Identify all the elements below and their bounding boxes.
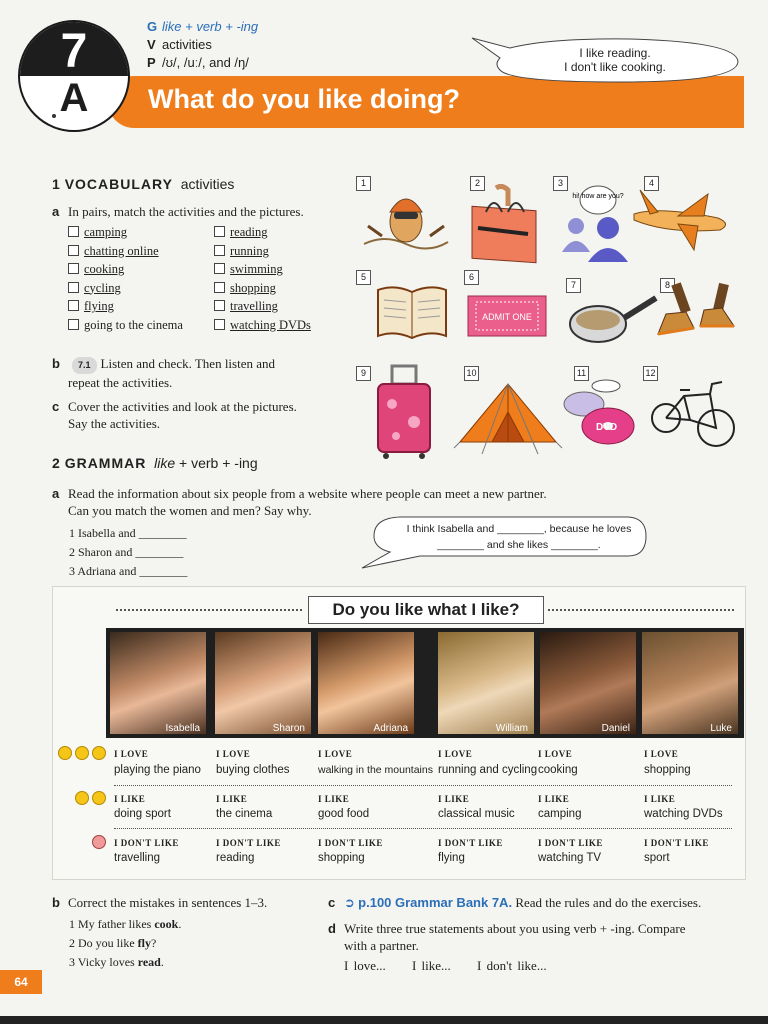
smiley-icon	[75, 746, 89, 760]
sad-face-icon	[92, 835, 106, 849]
picture-number: 5	[356, 270, 371, 285]
exercise-1b: b 7.1 Listen and check. Then listen and repeat the activities.	[52, 356, 275, 390]
exercise-1c: c Cover the activities and look at the pictures. Say the activities.	[52, 399, 297, 431]
like-value: good food	[318, 808, 370, 820]
activity-item[interactable]: travelling	[214, 297, 311, 316]
picture-number: 11	[574, 366, 589, 381]
activity-item[interactable]: shopping	[214, 279, 311, 298]
unit-badge	[18, 20, 130, 132]
activity-list-left	[68, 223, 183, 334]
cooking-pan-icon	[566, 288, 658, 358]
picture-number: 1	[356, 176, 371, 191]
picture-number: 2	[470, 176, 485, 191]
picture-number: 10	[464, 366, 479, 381]
love-label: I LOVE	[538, 749, 573, 759]
checkbox[interactable]	[68, 245, 79, 256]
love-label: I LOVE	[114, 749, 149, 759]
dislike-label: I DON'T LIKE	[538, 838, 603, 848]
plane-icon	[628, 184, 736, 254]
cinema-ticket-icon	[466, 292, 548, 340]
list-item[interactable]: 3 Adriana and ________	[69, 564, 188, 578]
like-value: watching DVDs	[644, 808, 723, 820]
dislike-label: I DON'T LIKE	[318, 838, 383, 848]
exercise-2c: c ➲ p.100 Grammar Bank 7A. Read the rules and do the exercises.	[328, 895, 702, 911]
dislike-label: I DON'T LIKE	[216, 838, 281, 848]
love-value: buying clothes	[216, 764, 290, 776]
audio-track-icon[interactable]: 7.1	[72, 357, 97, 374]
dislike-value: reading	[216, 852, 255, 864]
checkbox[interactable]	[68, 300, 79, 311]
activity-item[interactable]: flying	[68, 297, 183, 316]
picture-number: 8	[660, 278, 675, 293]
speech-bubble-text: I like reading. I don't like cooking.	[564, 46, 666, 74]
arrow-circle-icon[interactable]: ➲	[344, 896, 355, 911]
list-item: 2 Do you like fly?	[69, 936, 157, 950]
unit-number: 7	[60, 25, 88, 78]
example-statements: I love... I like... I don't like...	[344, 958, 547, 973]
dislike-label: I DON'T LIKE	[644, 838, 709, 848]
like-label: I LIKE	[438, 794, 470, 804]
suitcase-icon	[374, 364, 434, 460]
ticket-label: ADMIT ONE	[482, 312, 532, 322]
speech-bubble-label: hi! how are you?	[572, 193, 624, 200]
bicycle-icon	[650, 372, 736, 458]
checkbox[interactable]	[214, 263, 225, 274]
avatar[interactable]: Isabella	[110, 632, 206, 734]
checkbox[interactable]	[214, 319, 225, 330]
love-value: walking in the mountains	[318, 764, 433, 776]
exercise-1a: a In pairs, match the activities and the pictures.	[52, 204, 304, 219]
picture-number: 9	[356, 366, 371, 381]
checkbox[interactable]	[68, 226, 79, 237]
dislike-value: watching TV	[538, 852, 602, 864]
dislike-value: shopping	[318, 852, 365, 864]
checkbox[interactable]	[214, 282, 225, 293]
like-value: camping	[538, 808, 582, 820]
activity-item[interactable]: cycling	[68, 279, 183, 298]
smiley-icon	[58, 746, 72, 760]
grammar-heading: 2 GRAMMAR like + verb + -ing	[52, 455, 258, 471]
swimming-icon	[362, 186, 450, 258]
list-item[interactable]: 1 Isabella and ________	[69, 526, 187, 540]
vocabulary-heading: 1 VOCABULARY activities	[52, 176, 235, 192]
list-item: 1 My father likes cook.	[69, 917, 182, 931]
like-label: I LIKE	[114, 794, 146, 804]
activity-item[interactable]: running	[214, 242, 311, 261]
picture-number: 3	[553, 176, 568, 191]
like-value: doing sport	[114, 808, 171, 820]
activity-item[interactable]: camping	[68, 223, 183, 242]
checkbox[interactable]	[68, 319, 79, 330]
smiley-icon	[75, 791, 89, 805]
avatar[interactable]: Adriana	[318, 632, 414, 734]
list-item[interactable]: 2 Sharon and ________	[69, 545, 184, 559]
picture-number: 4	[644, 176, 659, 191]
love-label: I LOVE	[216, 749, 251, 759]
chatting-online-icon	[558, 184, 634, 264]
like-label: I LIKE	[318, 794, 350, 804]
like-value: classical music	[438, 808, 515, 820]
panel-title: Do you like what I like?	[308, 596, 544, 624]
like-label: I LIKE	[538, 794, 570, 804]
avatar[interactable]: Luke	[642, 632, 738, 734]
activity-item[interactable]: swimming	[214, 260, 311, 279]
activity-item[interactable]: cooking	[68, 260, 183, 279]
like-label: I LIKE	[216, 794, 248, 804]
avatar[interactable]: Daniel	[540, 632, 636, 734]
unit-objectives: G like + verb + -ing V activities P /ʊ/, /uː/, and /ŋ/	[147, 19, 259, 70]
like-value: the cinema	[216, 808, 273, 820]
love-value: cooking	[538, 764, 578, 776]
checkbox[interactable]	[68, 263, 79, 274]
page-number: 64	[0, 970, 42, 994]
love-label: I LOVE	[438, 749, 473, 759]
checkbox[interactable]	[68, 282, 79, 293]
page-title: What do you like doing?	[148, 84, 460, 114]
love-value: playing the piano	[114, 764, 201, 776]
checkbox[interactable]	[214, 245, 225, 256]
matching-list	[69, 524, 187, 581]
dvd-icon	[562, 376, 642, 452]
dvd-label: DVD	[596, 422, 618, 433]
picture-number: 7	[566, 278, 581, 293]
list-item: 3 Vicky loves read.	[69, 955, 164, 969]
checkbox[interactable]	[214, 300, 225, 311]
love-value: running and cycling	[438, 764, 538, 776]
activity-item[interactable]: going to the cinema	[68, 316, 183, 335]
smiley-icon	[92, 746, 106, 760]
unit-letter: A	[59, 76, 89, 120]
like-label: I LIKE	[644, 794, 676, 804]
activity-item[interactable]: reading	[214, 223, 311, 242]
tent-icon	[452, 378, 566, 456]
running-shoes-icon	[646, 282, 738, 360]
love-value: shopping	[644, 764, 691, 776]
checkbox[interactable]	[214, 226, 225, 237]
activity-item[interactable]: watching DVDs	[214, 316, 311, 335]
dislike-value: sport	[644, 852, 670, 864]
activity-item[interactable]: chatting online	[68, 242, 183, 261]
exercise-2b: b Correct the mistakes in sentences 1–3.	[52, 895, 268, 910]
picture-number: 12	[643, 366, 658, 381]
book-icon	[374, 282, 450, 342]
dislike-label: I DON'T LIKE	[438, 838, 503, 848]
shopping-bag-icon	[468, 184, 540, 264]
dislike-value: travelling	[114, 852, 161, 864]
picture-number: 6	[464, 270, 479, 285]
love-label: I LOVE	[644, 749, 679, 759]
grammar-bank-link[interactable]: p.100 Grammar Bank 7A.	[358, 895, 513, 910]
exercise-2a: a Read the information about six people from a website where people can meet a new partner. Can you match the women and men? Say why.	[52, 486, 547, 518]
example-speech-text: I think Isabella and ________, because he loves ________ and she likes ________.	[406, 523, 632, 551]
dislike-label: I DON'T LIKE	[114, 838, 179, 848]
exercise-2d: d Write three true statements about you using verb + -ing. Compare with a partner.	[328, 921, 686, 953]
mistake-sentences	[69, 915, 181, 972]
activity-list-right	[214, 223, 311, 334]
avatar[interactable]: Sharon	[215, 632, 311, 734]
love-label: I LOVE	[318, 749, 353, 759]
smiley-icon	[92, 791, 106, 805]
dislike-value: flying	[438, 852, 465, 864]
avatar[interactable]: William	[438, 632, 534, 734]
